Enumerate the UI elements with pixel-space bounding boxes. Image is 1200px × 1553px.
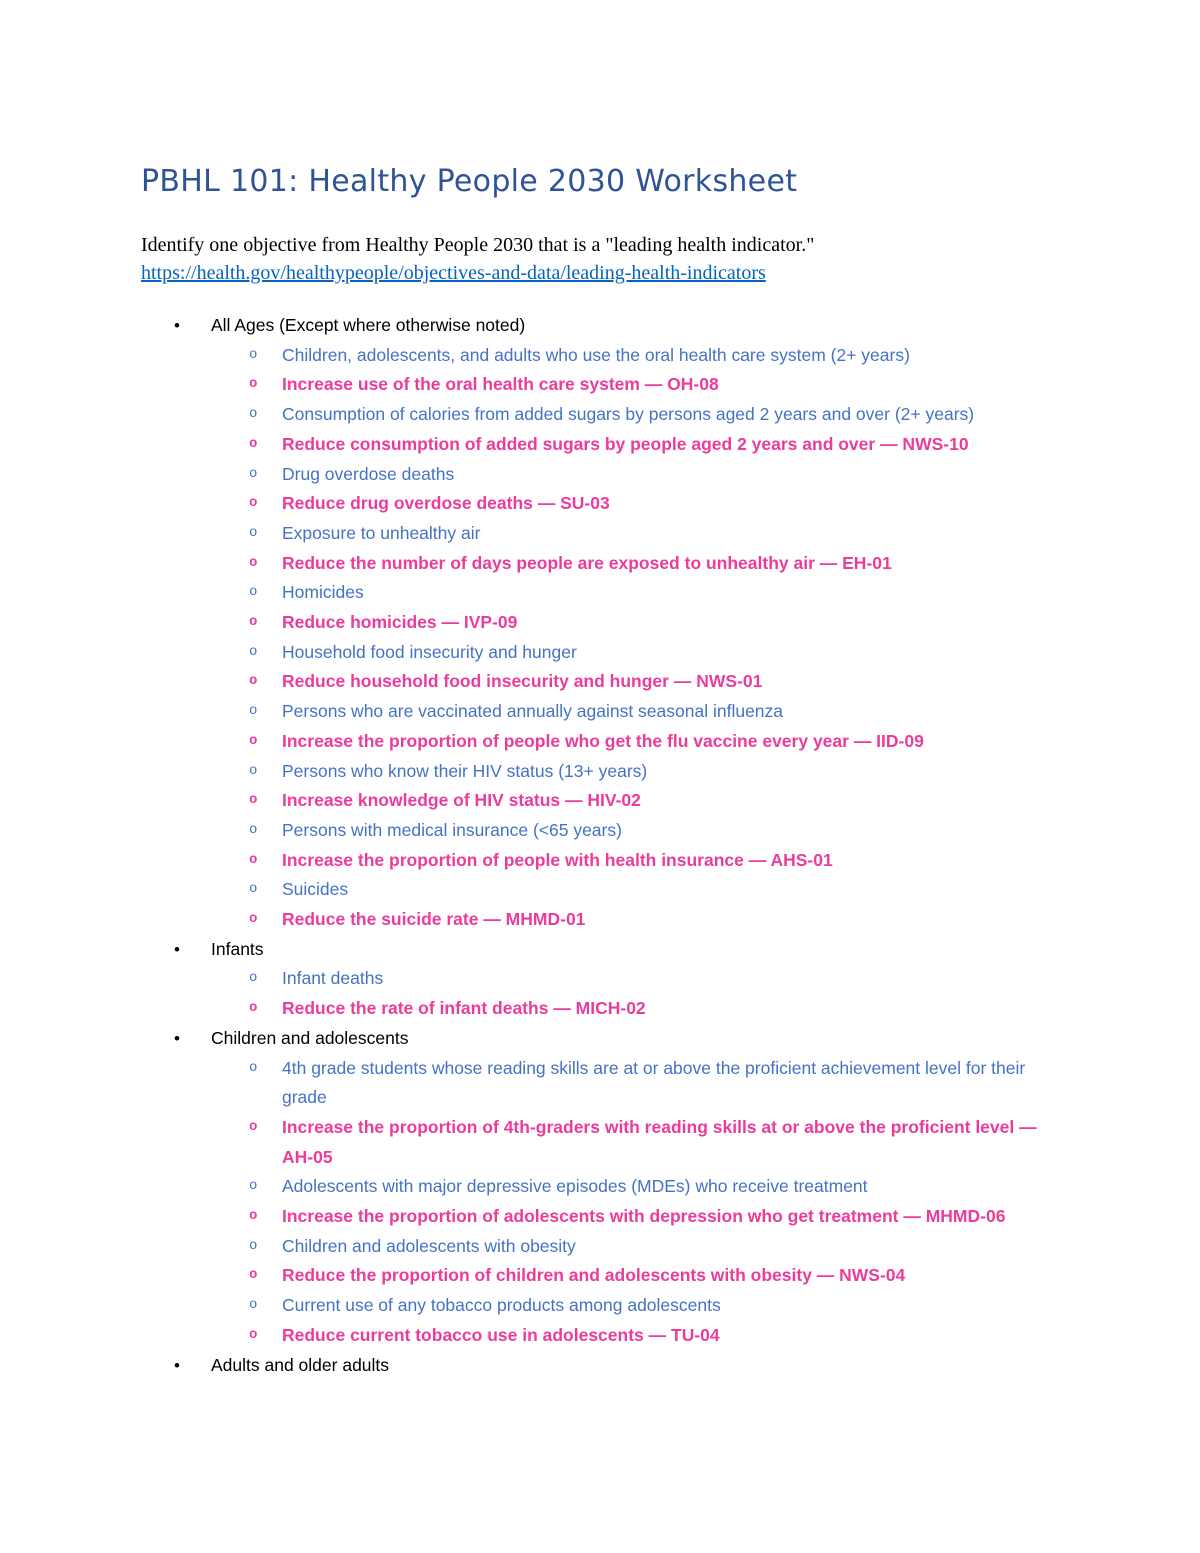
age-group-item [0,1351,1200,1381]
indicator-item [0,1172,1200,1202]
indicator-text: Persons with medical insurance (<65 years) [282,819,622,840]
indicator-list [0,311,1200,1380]
sub-bullet-icon: o [249,762,258,779]
sub-bullet-icon: o [249,406,258,423]
bullet-icon: • [174,1028,180,1048]
age-group-item [0,311,1200,341]
indicator-item [0,519,1200,549]
objective-answer-item [0,370,1200,400]
objective-answer-text: Reduce household food insecurity and hunger — NWS-01 [282,671,763,692]
objective-answer-text: Increase knowledge of HIV status — HIV-02 [282,790,641,811]
sub-bullet-icon: o [249,1267,258,1284]
indicator-item [0,816,1200,846]
indicator-text: Persons who know their HIV status (13+ years) [282,760,648,781]
objective-answer-item [0,846,1200,876]
indicator-item [0,964,1200,994]
sub-bullet-icon: o [249,495,258,512]
sub-bullet-icon: o [249,465,258,482]
indicator-text: Infant deaths [282,968,384,989]
indicator-text: Household food insecurity and hunger [282,641,577,662]
age-group-label: Adults and older adults [211,1354,390,1375]
objective-answer-text: Reduce homicides — IVP-09 [282,612,518,633]
sub-bullet-icon: o [249,1178,258,1195]
indicator-item [0,460,1200,490]
objective-answer-item [0,608,1200,638]
age-group-item [0,935,1200,965]
sub-bullet-icon: o [249,435,258,452]
sub-bullet-icon: o [249,554,258,571]
objective-answer-item [0,430,1200,460]
objective-answer-text: Reduce the rate of infant deaths — MICH-02 [282,998,646,1019]
sub-bullet-icon: o [249,524,258,541]
indicator-text: Suicides [282,879,349,900]
bullet-icon: • [174,939,180,959]
sub-bullet-icon: o [249,911,258,928]
indicator-item [0,1291,1200,1321]
bullet-icon: • [174,316,180,335]
sub-bullet-icon: o [249,1208,258,1225]
objective-answer-item [0,489,1200,519]
objective-answer-item [0,1202,1200,1232]
objective-answer-text: Reduce the suicide rate — MHMD-01 [282,909,586,930]
indicator-item [0,697,1200,727]
age-group-label: Children and adolescents [211,1027,409,1048]
indicator-item [0,341,1200,371]
sub-bullet-icon: o [249,821,258,838]
indicator-item [0,875,1200,905]
sub-bullet-icon: o [249,1237,258,1254]
objective-answer-item [0,1321,1200,1351]
indicator-item [0,578,1200,608]
sub-bullet-icon: o [249,881,258,898]
sub-bullet-icon: o [249,792,258,809]
indicator-text: Consumption of calories from added sugars by persons aged 2 years and over (2+ years) [282,404,975,425]
sub-bullet-icon: o [249,1118,258,1135]
objective-answer-item [0,786,1200,816]
indicator-item [0,1232,1200,1262]
indicator-text: Exposure to unhealthy air [282,522,481,543]
indicator-text: Adolescents with major depressive episodes (MDEs) who receive treatment [282,1176,868,1197]
objective-answer-item [0,994,1200,1024]
indicator-item [0,400,1200,430]
indicator-text: Homicides [282,582,364,603]
objective-answer-text: Increase the proportion of people with health insurance — AHS-01 [282,849,833,870]
indicator-text: Children, adolescents, and adults who use the oral health care system (2+ years) [282,344,910,365]
sub-bullet-icon: o [249,346,258,363]
bullet-icon: • [174,1355,180,1375]
objective-answer-text: Reduce consumption of added sugars by people aged 2 years and over — NWS-10 [282,433,969,454]
sub-bullet-icon: o [249,673,258,690]
indicator-item [0,638,1200,668]
objective-answer-text: Reduce drug overdose deaths — SU-03 [282,493,610,514]
age-group-label: All Ages (Except where otherwise noted) [211,315,526,335]
age-group-item [0,1024,1200,1054]
sub-bullet-icon: o [249,376,258,393]
sub-bullet-icon: o [249,732,258,749]
objective-answer-text: Reduce current tobacco use in adolescents — TU-04 [282,1324,720,1345]
objective-answer-text: Reduce the proportion of children and adolescents with obesity — NWS-04 [282,1265,906,1286]
indicator-item [0,757,1200,787]
objective-answer-item [0,1113,1200,1172]
sub-bullet-icon: o [249,1000,258,1017]
sub-bullet-icon: o [249,851,258,868]
objective-answer-item [0,727,1200,757]
sub-bullet-icon: o [249,1297,258,1314]
indicator-text: Drug overdose deaths [282,463,455,484]
page-title: PBHL 101: Healthy People 2030 Worksheet [141,164,798,199]
sub-bullet-icon: o [249,970,258,987]
indicator-text: Current use of any tobacco products among adolescents [282,1295,721,1316]
objective-answer-text: Increase the proportion of adolescents with depression who get treatment — MHMD-06 [282,1206,1006,1227]
sub-bullet-icon: o [249,584,258,601]
objective-answer-item [0,905,1200,935]
age-group-label: Infants [211,938,264,959]
sub-bullet-icon: o [249,703,258,720]
indicator-text: 4th grade students whose reading skills are at or above the proficient achievement level for their grade [282,1057,1026,1108]
indicator-item [0,1054,1200,1113]
sub-bullet-icon: o [249,1326,258,1343]
objective-answer-text: Increase the proportion of people who get the flu vaccine every year — IID-09 [282,730,924,751]
sub-bullet-icon: o [249,643,258,660]
objective-answer-text: Increase use of the oral health care system — OH-08 [282,374,719,395]
objective-answer-item [0,549,1200,579]
objective-answer-item [0,1261,1200,1291]
indicator-text: Children and adolescents with obesity [282,1235,576,1256]
objective-answer-text: Increase the proportion of 4th-graders with reading skills at or above the proficient level — AH-05 [282,1116,1037,1167]
sub-bullet-icon: o [249,614,258,631]
instructions-text: Identify one objective from Healthy People 2030 that is a "leading health indicator." [141,234,815,256]
indicator-text: Persons who are vaccinated annually against seasonal influenza [282,701,784,722]
objective-answer-item [0,667,1200,697]
sub-bullet-icon: o [249,1059,258,1076]
objective-answer-text: Reduce the number of days people are exposed to unhealthy air — EH-01 [282,552,892,573]
leading-health-indicators-link[interactable]: https://health.gov/healthypeople/objectives-and-data/leading-health-indicators [141,262,766,284]
